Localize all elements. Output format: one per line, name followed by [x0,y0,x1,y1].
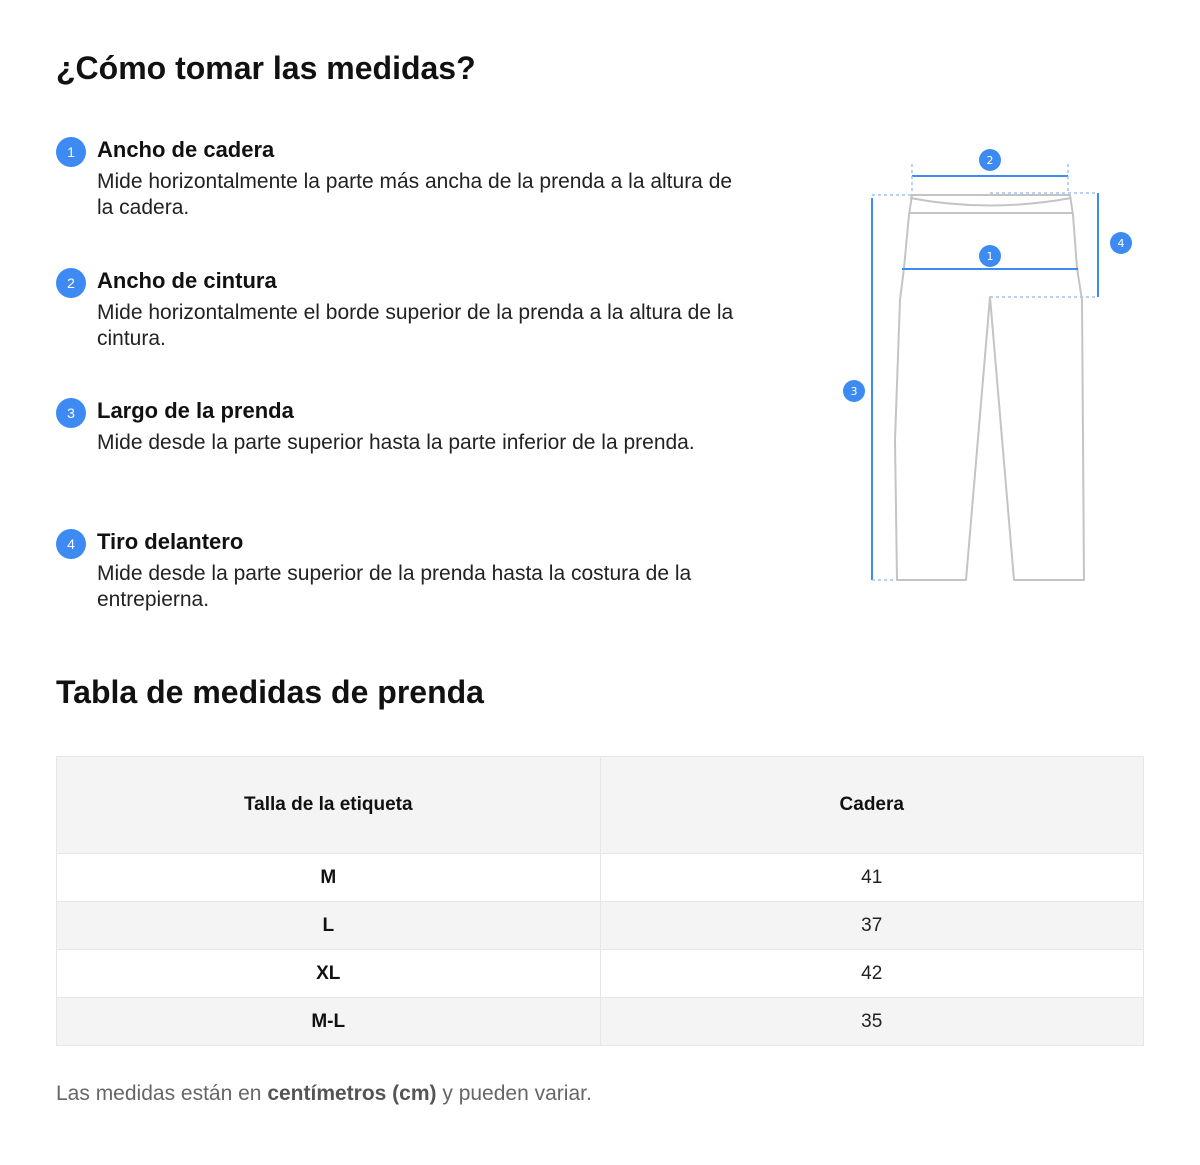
step-waist-width [56,266,736,397]
table-row [57,854,1144,902]
step-number-badge: 3 [56,398,86,428]
step-title: Ancho de cadera [97,137,275,162]
pants-measurement-diagram [840,140,1140,600]
measurement-steps [56,135,736,657]
footnote-units: centímetros (cm) [267,1082,437,1105]
step-number-badge: 1 [56,137,86,167]
footnote-text-end: y pueden variar. [436,1082,592,1105]
hip-cell: 35 [600,998,1144,1046]
how-to-title: ¿Cómo tomar las medidas? [56,50,476,86]
diagram-marker-2 [979,149,1001,171]
step-description: Mide desde la parte superior hasta la parte inferior de la prenda. [97,431,695,454]
size-cell: M [57,854,601,902]
svg-text:3: 3 [850,385,858,398]
diagram-marker-3 [843,380,865,402]
table-row [57,998,1144,1046]
step-front-rise [56,527,736,658]
step-garment-length [56,396,736,527]
hip-cell: 41 [600,854,1144,902]
step-number-badge: 2 [56,268,86,298]
size-table-title: Tabla de medidas de prenda [56,674,484,710]
hip-cell: 42 [600,950,1144,998]
step-number-badge: 4 [56,529,86,559]
step-description: Mide horizontalmente la parte más ancha de la prenda a la altura de la cadera. [97,170,733,219]
table-row [57,902,1144,950]
table-row [57,950,1144,998]
footnote-text-start: Las medidas están en [56,1082,268,1105]
svg-text:1: 1 [986,250,994,263]
size-cell: M-L [57,998,601,1046]
step-title: Ancho de cintura [97,267,277,293]
diagram-marker-4 [1110,232,1132,254]
size-cell: L [57,902,601,950]
diagram-marker-1 [979,245,1001,267]
units-footnote [56,1082,592,1106]
svg-text:4: 4 [1117,237,1125,250]
step-description: Mide horizontalmente el borde superior de la prenda a la altura de la cintura. [97,300,734,350]
size-cell: XL [57,950,601,998]
hip-cell: 37 [600,902,1144,950]
column-header-hip: Cadera [600,757,1144,854]
step-hip-width [56,135,736,266]
step-description: Mide desde la parte superior de la prenda hasta la costura de la entrepierna. [97,561,692,611]
table-header-row [57,757,1144,854]
svg-text:2: 2 [986,154,994,167]
column-header-size: Talla de la etiqueta [57,757,601,854]
size-table [56,756,1144,1046]
step-title: Tiro delantero [97,528,244,554]
step-title: Largo de la prenda [97,398,294,423]
